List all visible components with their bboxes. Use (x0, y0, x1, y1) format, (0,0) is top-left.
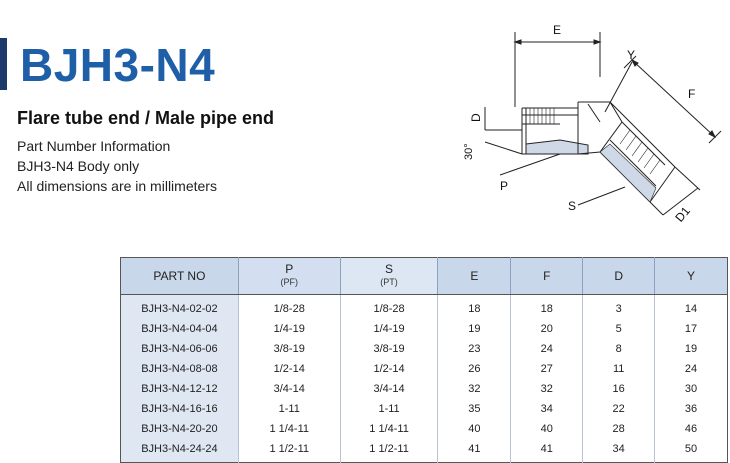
cell-e: 40 (438, 419, 511, 439)
cell-part-no: BJH3-N4-02-02 (121, 295, 239, 320)
cell-p: 1-11 (238, 399, 340, 419)
cell-e: 35 (438, 399, 511, 419)
cell-s: 1 1/4-11 (340, 419, 438, 439)
accent-bar (0, 38, 7, 90)
info-line-body: BJH3-N4 Body only (17, 158, 140, 174)
cell-part-no: BJH3-N4-08-08 (121, 359, 239, 379)
cell-p: 3/4-14 (238, 379, 340, 399)
cell-y: 46 (684, 423, 698, 435)
label-d: D (469, 113, 483, 122)
table-header-row (121, 258, 728, 295)
cell-d: 8 (583, 339, 655, 359)
cell-f: 41 (511, 439, 583, 463)
cell-d: 22 (583, 399, 655, 419)
cell-s: 1 1/2-11 (340, 439, 438, 463)
cell-y: 50 (684, 443, 698, 455)
cell-e: 32 (438, 379, 511, 399)
page-subtitle: Flare tube end / Male pipe end (17, 108, 275, 128)
cell-p: 1/2-14 (238, 359, 340, 379)
info-line-units: All dimensions are in millimeters (17, 178, 217, 194)
table-row (121, 339, 728, 359)
cell-part-no: BJH3-N4-12-12 (121, 379, 239, 399)
cell-f: 34 (511, 399, 583, 419)
table-row (121, 439, 728, 463)
cell-y: 14 (684, 303, 698, 315)
label-d1: D1 (672, 203, 693, 225)
table-row (121, 295, 728, 320)
cell-e: 26 (438, 359, 511, 379)
cell-y: 30 (684, 383, 698, 395)
page-title: BJH3-N4 (20, 39, 216, 91)
table-row (121, 359, 728, 379)
label-e: E (553, 23, 562, 37)
label-angle: 30° (463, 143, 475, 160)
header-d: D (583, 258, 655, 295)
table-row (121, 379, 728, 399)
cell-part-no: BJH3-N4-04-04 (121, 319, 239, 339)
cell-s: 3/8-19 (340, 339, 438, 359)
cell-f: 27 (511, 359, 583, 379)
cell-y: 36 (684, 403, 698, 415)
cell-y: 17 (684, 323, 698, 335)
label-s: S (568, 199, 577, 213)
cell-s: 3/4-14 (340, 379, 438, 399)
table-row (121, 399, 728, 419)
header-p: P (PF) (238, 258, 340, 295)
cell-e: 23 (438, 339, 511, 359)
cell-p: 1 1/2-11 (238, 439, 340, 463)
cell-part-no: BJH3-N4-16-16 (121, 399, 239, 419)
header-y: Y (655, 258, 728, 295)
cell-e: 18 (438, 295, 511, 320)
label-y: Y (627, 48, 636, 62)
cell-p: 1/8-28 (238, 295, 340, 320)
header-s: S (PT) (340, 258, 438, 295)
cell-y: 24 (684, 363, 698, 375)
cell-e: 19 (438, 319, 511, 339)
label-f: F (688, 87, 696, 101)
cell-f: 24 (511, 339, 583, 359)
header-f: F (511, 258, 583, 295)
table-row (121, 419, 728, 439)
label-p: P (500, 179, 509, 193)
cell-d: 11 (583, 359, 655, 379)
header-e: E (438, 258, 511, 295)
cell-s: 1/2-14 (340, 359, 438, 379)
cell-y: 19 (684, 343, 698, 355)
fitting-diagram (460, 12, 730, 232)
table-row (121, 319, 728, 339)
cell-f: 40 (511, 419, 583, 439)
cell-d: 16 (583, 379, 655, 399)
info-line-part-number: Part Number Information (17, 138, 171, 154)
cell-s: 1/8-28 (340, 295, 438, 320)
cell-e: 41 (438, 439, 511, 463)
cell-s: 1/4-19 (340, 319, 438, 339)
cell-f: 32 (511, 379, 583, 399)
cell-p: 1/4-19 (238, 319, 340, 339)
cell-part-no: BJH3-N4-24-24 (121, 439, 239, 463)
header-part-no: PART NO (121, 258, 239, 295)
cell-part-no: BJH3-N4-06-06 (121, 339, 239, 359)
cell-d: 28 (583, 419, 655, 439)
cell-p: 3/8-19 (238, 339, 340, 359)
dimensions-table (120, 257, 728, 463)
cell-f: 20 (511, 319, 583, 339)
cell-d: 34 (583, 439, 655, 463)
cell-part-no: BJH3-N4-20-20 (121, 419, 239, 439)
cell-d: 5 (583, 319, 655, 339)
cell-s: 1-11 (340, 399, 438, 419)
cell-p: 1 1/4-11 (238, 419, 340, 439)
cell-d: 3 (583, 295, 655, 320)
cell-f: 18 (511, 295, 583, 320)
